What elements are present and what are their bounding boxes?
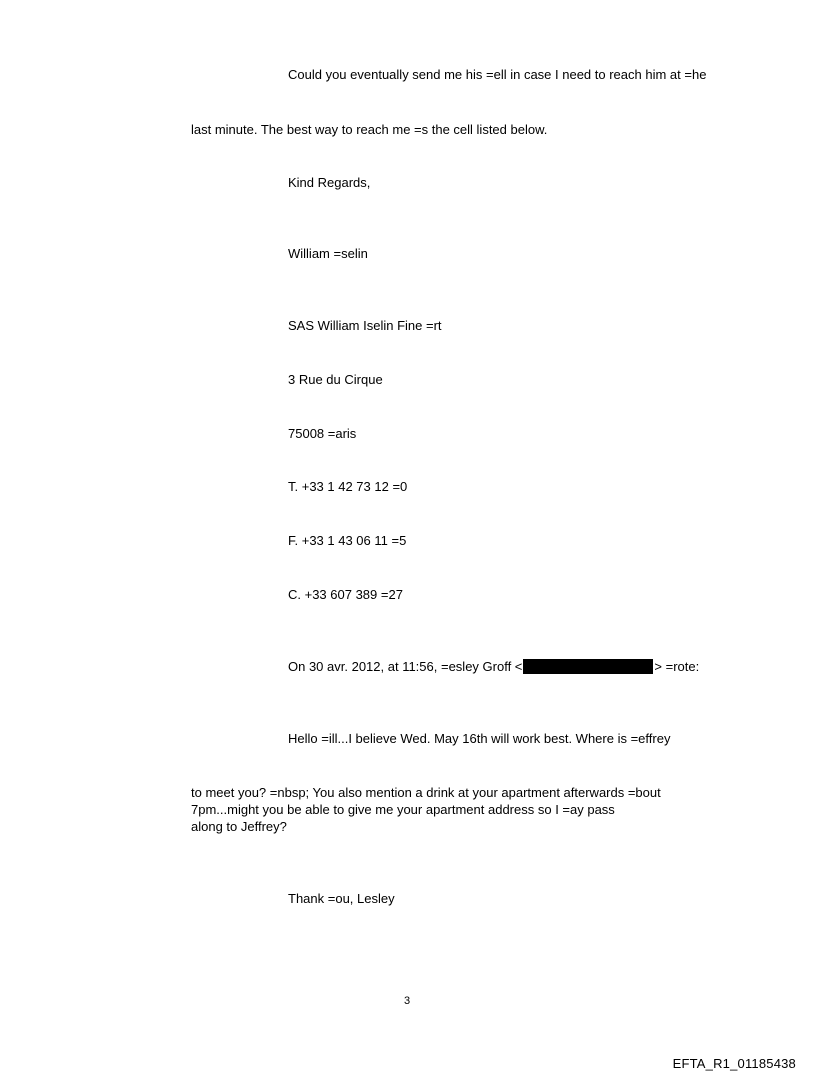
signature-cell: C. +33 607 389 =27 — [288, 587, 403, 602]
signature-city: 75008 =aris — [288, 426, 357, 441]
closing-text: Kind Regards, — [288, 175, 371, 190]
quote-line-2: to meet you? =nbsp; You also mention a drink at your apartment afterwards =bout — [191, 785, 661, 800]
quote-signoff: Thank =ou, Lesley — [288, 891, 395, 906]
body-line-2: last minute. The best way to reach me =s the cell listed below. — [191, 122, 548, 137]
body-line-1: Could you eventually send me his =ell in case I need to reach him at =he — [288, 67, 707, 82]
quote-header-prefix: On 30 avr. 2012, at 11:56, =esley Groff < — [288, 659, 523, 674]
quote-line-4: along to Jeffrey? — [191, 819, 287, 834]
quote-line-1: Hello =ill...I believe Wed. May 16th will work best. Where is =effrey — [288, 731, 671, 746]
quote-header — [288, 659, 699, 675]
quote-line-3: 7pm...might you be able to give me your apartment address so I =ay pass — [191, 802, 615, 817]
signature-street: 3 Rue du Cirque — [288, 372, 383, 387]
signature-name: William =selin — [288, 246, 368, 261]
signature-phone: T. +33 1 42 73 12 =0 — [288, 479, 408, 494]
page-number: 3 — [404, 995, 411, 1007]
signature-fax: F. +33 1 43 06 11 =5 — [288, 533, 407, 548]
signature-company: SAS William Iselin Fine =rt — [288, 318, 442, 333]
document-id: EFTA_R1_01185438 — [672, 1056, 796, 1071]
redaction-block — [523, 659, 653, 674]
quote-header-suffix: > =rote: — [654, 659, 700, 674]
